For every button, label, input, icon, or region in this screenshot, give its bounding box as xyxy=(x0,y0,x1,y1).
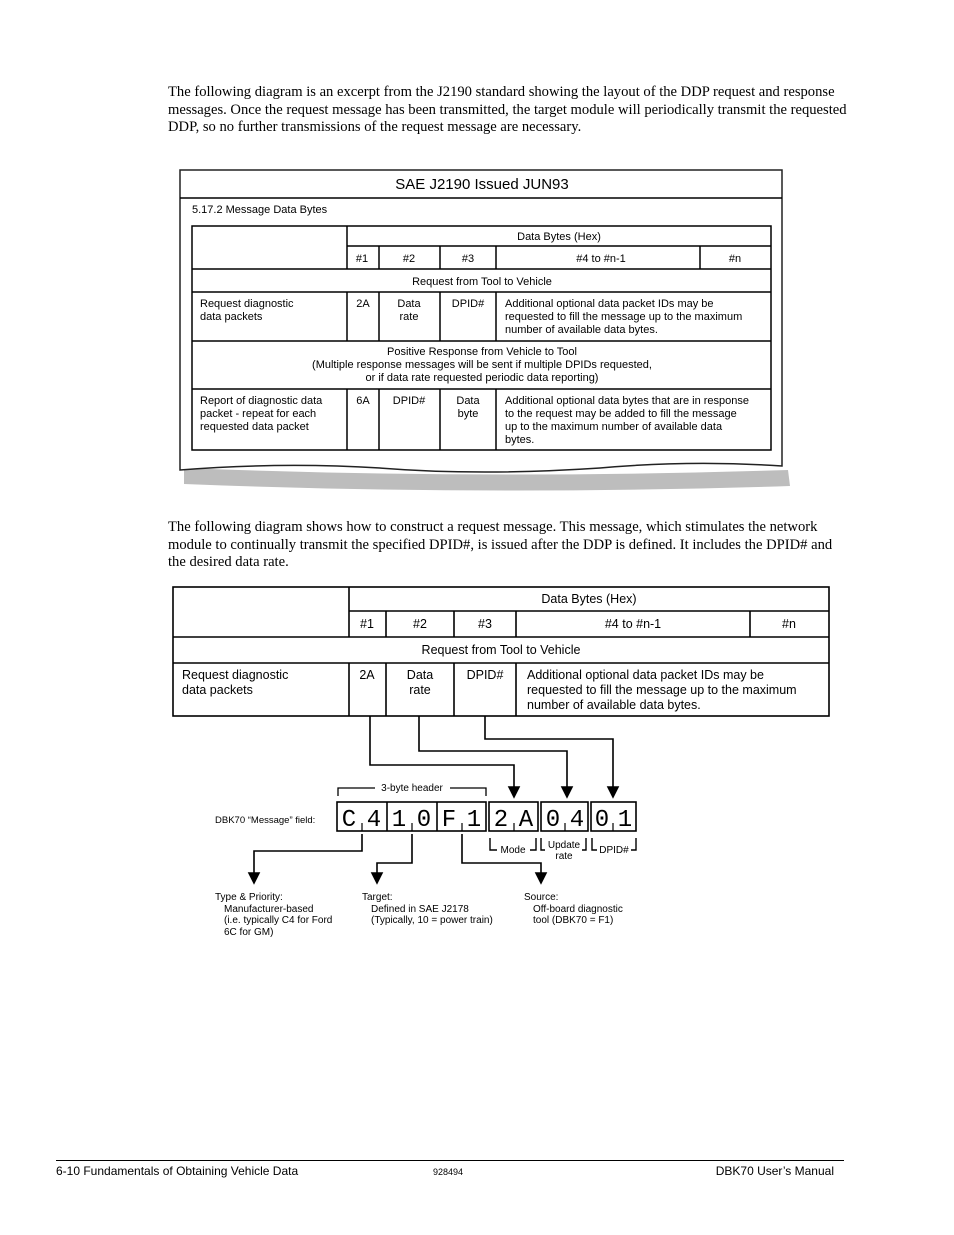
message-digit: 0 xyxy=(545,807,561,834)
excerpt-response-label: requested data packet xyxy=(200,421,309,433)
arrow-head xyxy=(562,787,572,797)
construct-extra: number of available data bytes. xyxy=(527,698,701,712)
message-digit: 0 xyxy=(594,807,610,834)
construct-col-2: #2 xyxy=(413,617,427,631)
excerpt-request-byte-2: Data xyxy=(397,298,421,310)
excerpt-request-extra: number of available data bytes. xyxy=(505,324,658,336)
message-digit: C xyxy=(341,807,357,834)
excerpt-request-header: Request from Tool to Vehicle xyxy=(412,276,552,288)
excerpt-title: SAE J2190 Issued JUN93 xyxy=(395,176,569,193)
excerpt-response-extra: up to the maximum number of available data xyxy=(505,421,723,433)
excerpt-request-byte-3: DPID# xyxy=(451,298,485,310)
excerpt-request-extra: requested to fill the message up to the maximum xyxy=(505,311,743,323)
arrow-head xyxy=(509,787,519,797)
type-priority-note: 6C for GM) xyxy=(224,927,274,938)
arrow-head xyxy=(249,873,259,883)
excerpt-response-header: or if data rate requested periodic data reporting) xyxy=(365,372,599,384)
excerpt-response-byte-3: byte xyxy=(457,408,479,420)
construct-data-bytes-header: Data Bytes (Hex) xyxy=(541,592,637,606)
arrow-head xyxy=(608,787,618,797)
target-note: Defined in SAE J2178 xyxy=(371,904,469,915)
construct-request-label: data packets xyxy=(182,683,253,697)
header-connectors xyxy=(249,834,546,883)
excerpt-response-header: Positive Response from Vehicle to Tool xyxy=(387,346,577,358)
excerpt-request-label: data packets xyxy=(200,311,263,323)
source-note: Off-board diagnostic xyxy=(533,904,623,915)
footer-right: DBK70 User’s Manual xyxy=(715,1164,834,1178)
message-field xyxy=(337,802,636,831)
intro-paragraph-1: The following diagram is an excerpt from the J2190 standard showing the layout of the DDP request and response messages. Once the request message has been transmitted, the target module will periodically transmit the requested DDP, so no further transmissions of the request message are necessary. xyxy=(168,84,847,135)
excerpt-request-byte-2: rate xyxy=(399,311,419,323)
update-rate-label: Update xyxy=(547,840,581,851)
construct-col-4: #4 to #n-1 xyxy=(604,617,662,631)
construct-col-1: #1 xyxy=(360,617,374,631)
excerpt-response-label: Report of diagnostic data xyxy=(200,395,323,407)
source-note: tool (DBK70 = F1) xyxy=(533,915,614,926)
dpid-label: DPID# xyxy=(599,845,629,856)
message-digit: 1 xyxy=(617,807,633,834)
excerpt-col-3: #3 xyxy=(461,253,475,265)
message-digit: A xyxy=(518,807,534,834)
excerpt-section: 5.17.2 Message Data Bytes xyxy=(192,204,328,216)
excerpt-col-1: #1 xyxy=(355,253,369,265)
excerpt-request-extra: Additional optional data packet IDs may be xyxy=(505,298,714,310)
message-digit: 2 xyxy=(493,807,509,834)
mode-label: Mode xyxy=(500,845,526,856)
message-digit: 4 xyxy=(366,807,382,834)
construct-col-n: #n xyxy=(782,617,796,631)
construct-byte-1: 2A xyxy=(359,668,375,682)
message-digit: F xyxy=(441,807,457,834)
type-priority-note: (i.e. typically C4 for Ford xyxy=(224,915,333,926)
type-priority-note: Type & Priority: xyxy=(215,892,283,903)
excerpt-response-byte-3: Data xyxy=(456,395,480,407)
construct-byte-3: DPID# xyxy=(466,668,504,682)
construct-byte-2: rate xyxy=(409,683,431,697)
excerpt-data-bytes-header: Data Bytes (Hex) xyxy=(517,231,601,243)
footer-doc-number: 928494 xyxy=(433,1167,464,1177)
arrow-head xyxy=(536,873,546,883)
construct-col-3: #3 xyxy=(478,617,492,631)
construct-request-header: Request from Tool to Vehicle xyxy=(421,643,581,657)
update-rate-label: rate xyxy=(555,851,573,862)
excerpt-response-byte-1: 6A xyxy=(356,395,370,407)
message-digit: 1 xyxy=(391,807,407,834)
excerpt-request-label: Request diagnostic xyxy=(200,298,294,310)
target-note: (Typically, 10 = power train) xyxy=(371,915,493,926)
excerpt-col-4: #4 to #n-1 xyxy=(576,253,626,265)
page-footer xyxy=(56,1160,844,1178)
footer-left: 6-10 Fundamentals of Obtaining Vehicle Data xyxy=(56,1164,299,1178)
intro-paragraph-2: The following diagram shows how to construct a request message. This message, which stimulates the network module to continually transmit the specified DPID#, is issued after the DDP is defined. It includes the DPID# and the desired data rate. xyxy=(168,519,833,570)
type-priority-note: Manufacturer-based xyxy=(224,904,314,915)
arrow-head xyxy=(372,873,382,883)
construct-extra: requested to fill the message up to the maximum xyxy=(527,683,797,697)
excerpt-response-extra: Additional optional data bytes that are in response xyxy=(505,395,749,407)
construct-request-label: Request diagnostic xyxy=(182,668,289,682)
source-note: Source: xyxy=(524,892,559,903)
construct-byte-2: Data xyxy=(406,668,434,682)
message-field-label: DBK70 “Message” field: xyxy=(215,815,316,826)
excerpt-response-header: (Multiple response messages will be sent if multiple DPIDs requested, xyxy=(312,359,652,371)
excerpt-col-n: #n xyxy=(728,253,742,265)
excerpt-request-byte-1: 2A xyxy=(356,298,370,310)
excerpt-col-2: #2 xyxy=(402,253,416,265)
excerpt-response-extra: bytes. xyxy=(505,434,535,446)
excerpt-response-byte-2: DPID# xyxy=(392,395,426,407)
message-digit: 4 xyxy=(569,807,585,834)
message-digit: 1 xyxy=(466,807,482,834)
target-note: Target: xyxy=(362,892,393,903)
header-bracket-label: 3-byte header xyxy=(381,783,443,794)
excerpt-response-extra: to the request may be added to fill the message xyxy=(505,408,737,420)
construct-extra: Additional optional data packet IDs may be xyxy=(527,668,764,682)
message-digit: 0 xyxy=(416,807,432,834)
excerpt-response-label: packet - repeat for each xyxy=(200,408,317,420)
